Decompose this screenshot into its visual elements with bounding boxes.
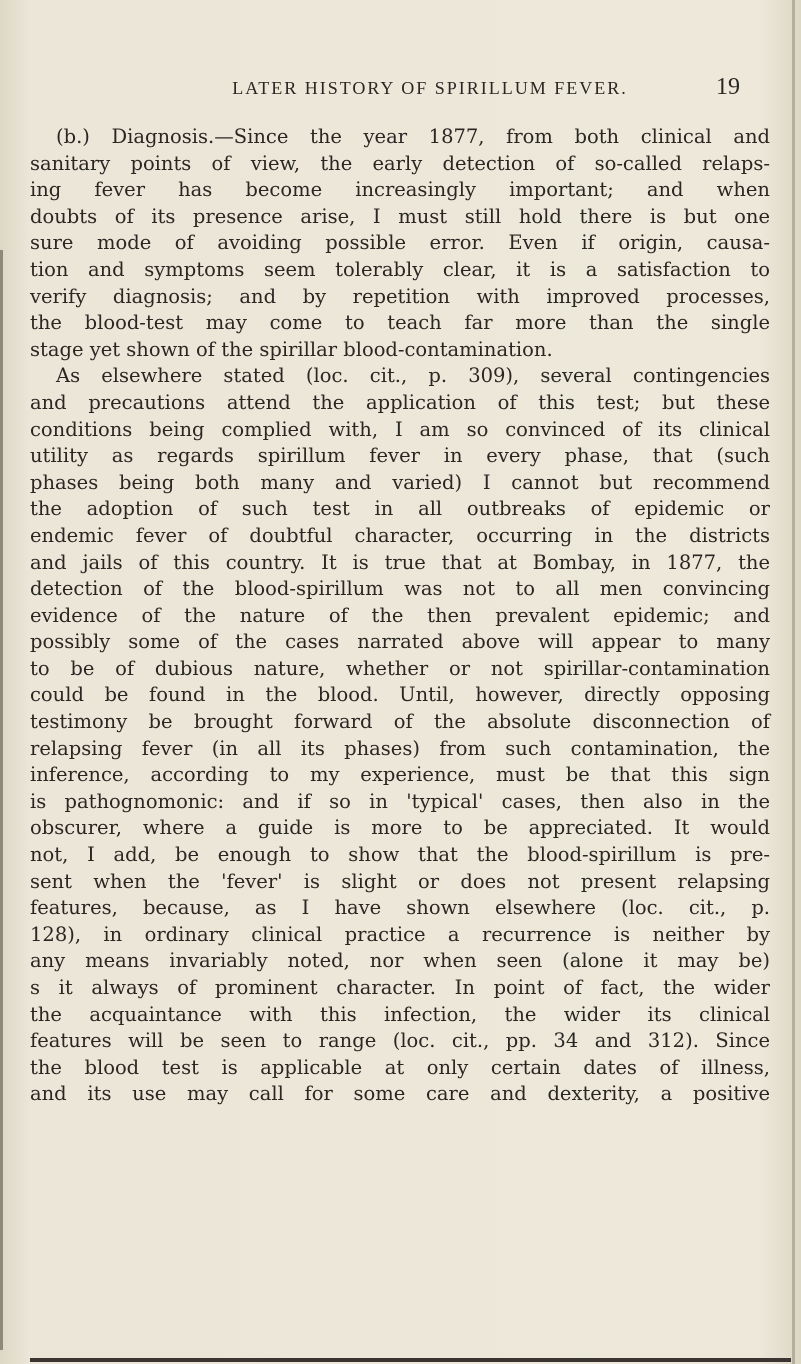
text-line: possibly some of the cases narrated above will appear to many xyxy=(30,630,770,654)
text-line: verify diagnosis; and by repetition with improved processes, xyxy=(30,284,770,308)
page-header xyxy=(0,74,801,108)
text-line: sent when the 'fever' is slight or does not present relapsing xyxy=(30,869,770,893)
text-line: is pathognomonic: and if so in 'typical' cases, then also in the xyxy=(30,789,770,813)
page-number: 19 xyxy=(716,74,740,100)
text-line: utility as regards spirillum fever in every phase, that (such xyxy=(30,444,770,468)
text-line: s it always of prominent character. In point of fact, the wider xyxy=(30,976,770,999)
text-line: sure mode of avoiding possible error. Even if origin, causa- xyxy=(30,231,770,255)
text-line: doubts of its presence arise, I must still hold there is but one xyxy=(30,204,770,228)
text-line: the blood test is applicable at only certain dates of illness, xyxy=(30,1055,770,1079)
page-left-edge xyxy=(0,250,3,1350)
page-right-edge xyxy=(792,0,795,1364)
text-line: ing fever has become increasingly important; and when xyxy=(30,178,770,202)
text-line: phases being both many and varied) I cannot but recommend xyxy=(30,470,770,494)
text-line: endemic fever of doubtful character, occurring in the districts xyxy=(30,523,770,547)
text-line: features, because, as I have shown elsewhere (loc. cit., p. xyxy=(30,896,770,920)
bottom-edge-rule xyxy=(30,1358,791,1362)
text-line: detection of the blood-spirillum was not to all men convincing xyxy=(30,577,770,601)
running-title: LATER HISTORY OF SPIRILLUM FEVER. xyxy=(232,78,628,98)
text-line: 128), in ordinary clinical practice a recurrence is neither by xyxy=(30,922,770,946)
text-line: any means invariably noted, nor when seen (alone it may be) xyxy=(30,949,770,973)
text-line: conditions being complied with, I am so convinced of its clinical xyxy=(30,417,770,441)
text-line: the blood-test may come to teach far more than the single xyxy=(30,311,770,335)
text-line: the adoption of such test in all outbreaks of epidemic or xyxy=(30,497,770,521)
text-line: and jails of this country. It is true that at Bombay, in 1877, the xyxy=(30,550,770,574)
body-text xyxy=(30,124,770,1108)
text-line: relapsing fever (in all its phases) from such contamination, the xyxy=(30,736,770,760)
text-line: sanitary points of view, the early detection of so-called relaps- xyxy=(30,151,770,175)
text-line: (b.) Diagnosis.—Since the year 1877, from both clinical and xyxy=(56,125,770,148)
text-line: stage yet shown of the spirillar blood-contamination. xyxy=(30,337,553,361)
text-line: the acquaintance with this infection, the wider its clinical xyxy=(30,1002,770,1026)
text-line: and precautions attend the application of this test; but these xyxy=(30,390,770,414)
text-line: not, I add, be enough to show that the blood-spirillum is pre- xyxy=(30,843,770,867)
text-line: evidence of the nature of the then prevalent epidemic; and xyxy=(30,603,770,627)
text-line: testimony be brought forward of the absolute disconnection of xyxy=(30,710,770,734)
text-line: features will be seen to range (loc. cit., pp. 34 and 312). Since xyxy=(30,1029,770,1053)
text-line: to be of dubious nature, whether or not spirillar-contamination xyxy=(30,656,770,680)
text-line: As elsewhere stated (loc. cit., p. 309), several contingencies xyxy=(56,364,770,388)
text-line: inference, according to my experience, must be that this sign xyxy=(30,763,770,787)
text-line: tion and symptoms seem tolerably clear, it is a satisfaction to xyxy=(30,257,770,281)
text-line: could be found in the blood. Until, however, directly opposing xyxy=(30,683,770,707)
text-line: and its use may call for some care and dexterity, a positive xyxy=(30,1082,770,1106)
text-line: obscurer, where a guide is more to be appreciated. It would xyxy=(30,816,770,840)
